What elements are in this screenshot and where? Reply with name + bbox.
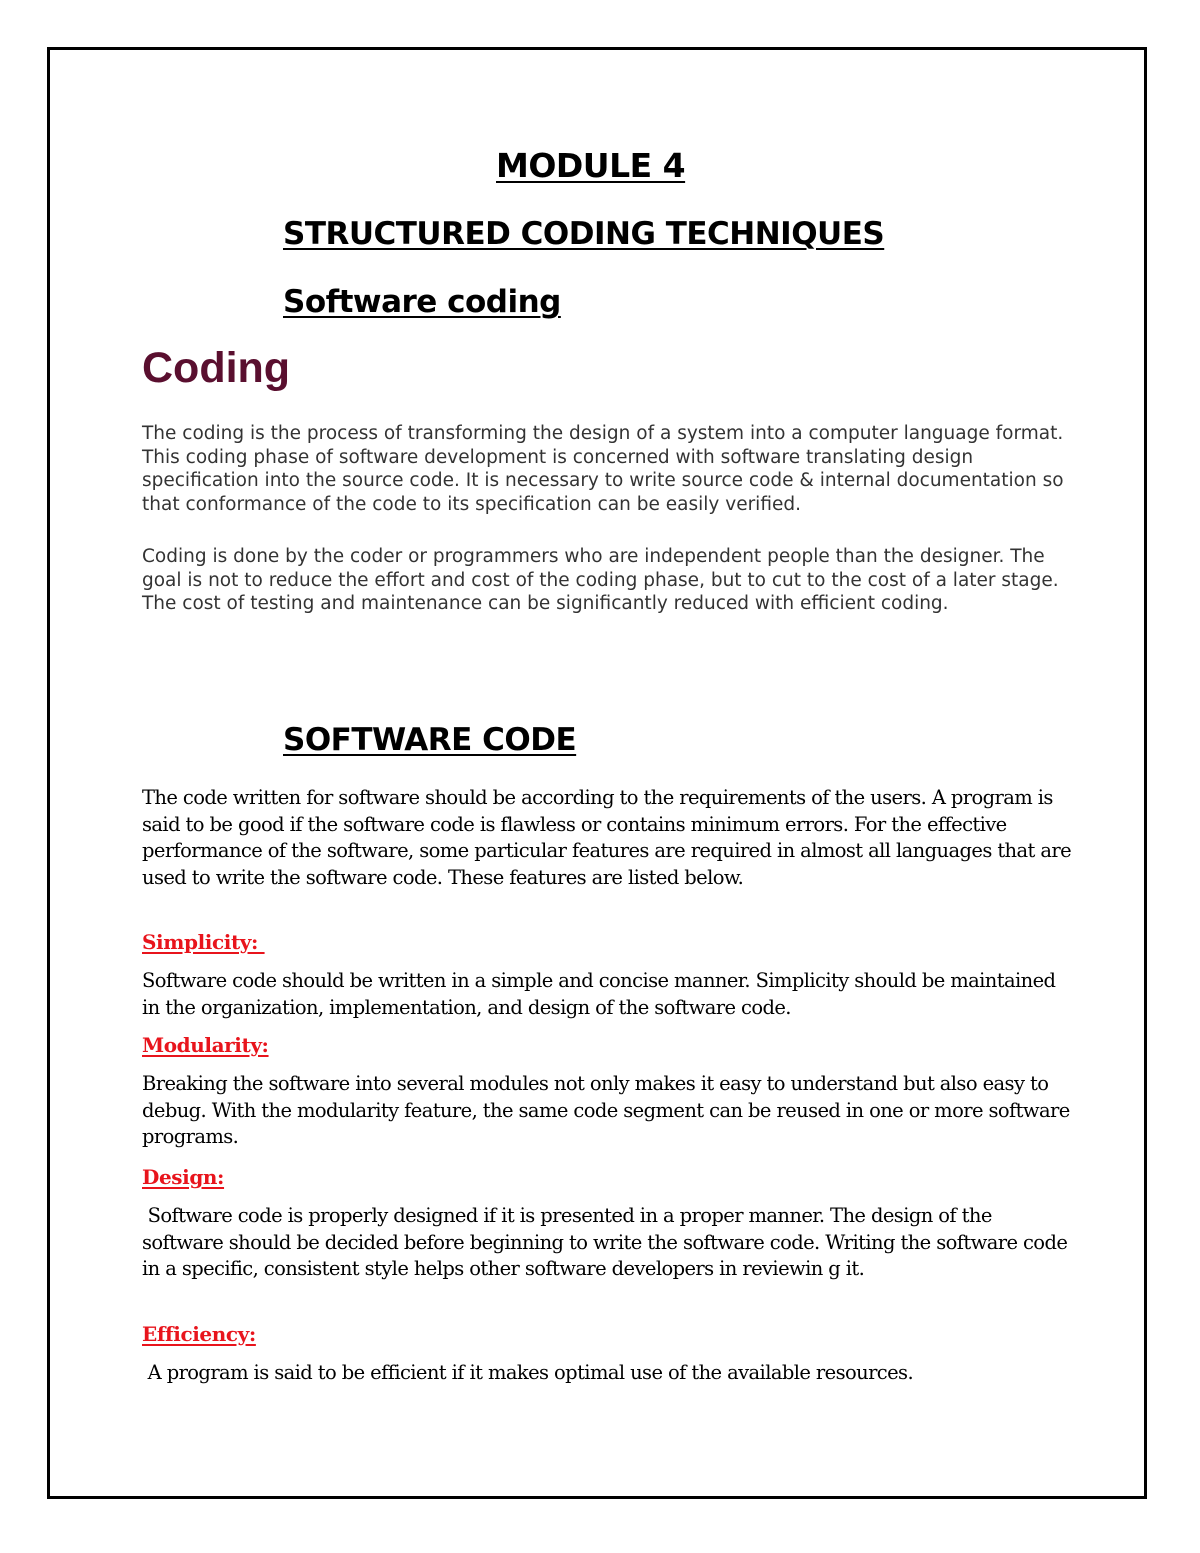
software-code-heading: SOFTWARE CODE [283, 722, 577, 758]
coding-paragraph-1: The coding is the process of transforming the design of a system into a computer language format. This coding phase of software development is concerned with software translating design specification into the source code. It is necessary to write source code & internal documentation so that conformance of the code to its specification can be easily verified. [142, 423, 1064, 515]
coding-heading: Coding [142, 344, 291, 392]
coding-paragraph-2: Coding is done by the coder or programmers who are independent people than the designer. The goal is not to reduce the effort and cost of the coding phase, but to cut to the cost of a later stage. The cost of testing and maintenance can be significantly reduced with efficient coding. [142, 546, 1059, 614]
feature-text-design: Software code is properly designed if it is presented in a proper manner. The design of the software should be decided before beginning to write the software code. Writing the software code in a specific, consistent style helps other software developers in reviewin g it. [142, 1204, 1073, 1280]
software-code-intro: The code written for software should be according to the requirements of the users. A program is said to be good if the software code is flawless or contains minimum errors. For the effective performance of the software, some particular features are required in almost all languages that are used to write the software code. These features are listed below. [142, 786, 1072, 889]
feature-text-efficiency: A program is said to be efficient if it makes optimal use of the available resources. [142, 1361, 914, 1384]
module-subtitle: STRUCTURED CODING TECHNIQUES [283, 216, 885, 252]
feature-label-efficiency: Efficiency: [142, 1322, 256, 1346]
feature-label-modularity: Modularity: [142, 1033, 269, 1057]
feature-text-simplicity: Software code should be written in a simple and concise manner. Simplicity should be maintained in the organization, implementation, and design of the software code. [142, 969, 1056, 1019]
feature-text-modularity: Breaking the software into several modules not only makes it easy to understand but also easy to debug. With the modularity feature, the same code segment can be reused in one or more software programs. [142, 1072, 1070, 1148]
section-title: Software coding [283, 284, 561, 320]
feature-label-design: Design: [142, 1165, 225, 1189]
feature-label-simplicity: Simplicity: [142, 930, 265, 954]
module-title: MODULE 4 [496, 146, 686, 185]
